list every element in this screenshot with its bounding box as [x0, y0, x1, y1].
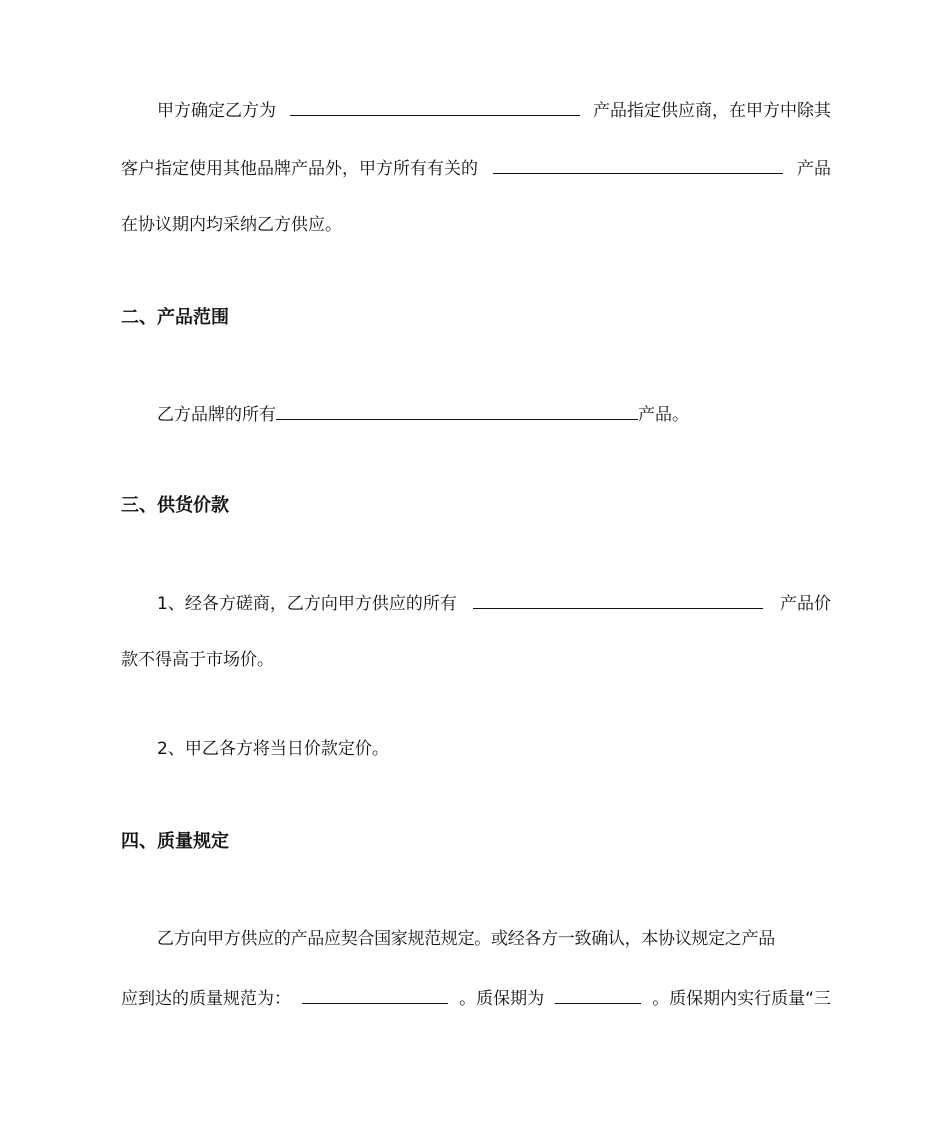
- fill-in-blank: [555, 985, 641, 1004]
- paragraph-line: [121, 648, 831, 672]
- text-span: 产品指定供应商，在甲方中除其: [593, 101, 831, 121]
- text-span: 款不得高于市场价。: [121, 650, 274, 670]
- fill-in-blank: [473, 590, 763, 609]
- fill-in-blank: [290, 97, 580, 116]
- fill-in-blank: [302, 985, 448, 1004]
- text-span: 。质保期为: [459, 989, 545, 1009]
- section-heading: 四、质量规定: [121, 831, 229, 852]
- text-span: 乙方向甲方供应的产品应契合国家规范规定。或经各方一致确认，本协议规定之产品: [157, 929, 775, 949]
- paragraph-line: [157, 97, 831, 123]
- section-heading: 三、供货价款: [121, 495, 229, 516]
- paragraph-line: [121, 985, 831, 1011]
- text-span: 产品。: [638, 405, 689, 425]
- paragraph-line: [121, 213, 831, 237]
- paragraph-line: [157, 590, 831, 616]
- text-span: 2、甲乙各方将当日价款定价。: [157, 739, 389, 759]
- text-span: 客户指定使用其他品牌产品外，甲方所有有关的: [121, 159, 478, 179]
- paragraph-line: [157, 737, 831, 761]
- text-span: 。质保期内实行质量“三: [652, 989, 831, 1009]
- text-span: 产品价: [779, 594, 831, 614]
- text-span: 1、经各方磋商，乙方向甲方供应的所有: [157, 594, 457, 614]
- paragraph-line: [157, 401, 831, 427]
- fill-in-blank: [276, 401, 638, 420]
- text-span: 产品: [797, 159, 831, 179]
- paragraph-line: [157, 927, 831, 951]
- text-span: 在协议期内均采纳乙方供应。: [121, 215, 342, 235]
- paragraph-line: [121, 155, 831, 181]
- fill-in-blank: [493, 155, 783, 174]
- text-span: 甲方确定乙方为: [157, 101, 276, 121]
- section-heading: 二、产品范围: [121, 307, 229, 328]
- text-span: 应到达的质量规范为：: [121, 989, 291, 1009]
- text-span: 乙方品牌的所有: [157, 405, 276, 425]
